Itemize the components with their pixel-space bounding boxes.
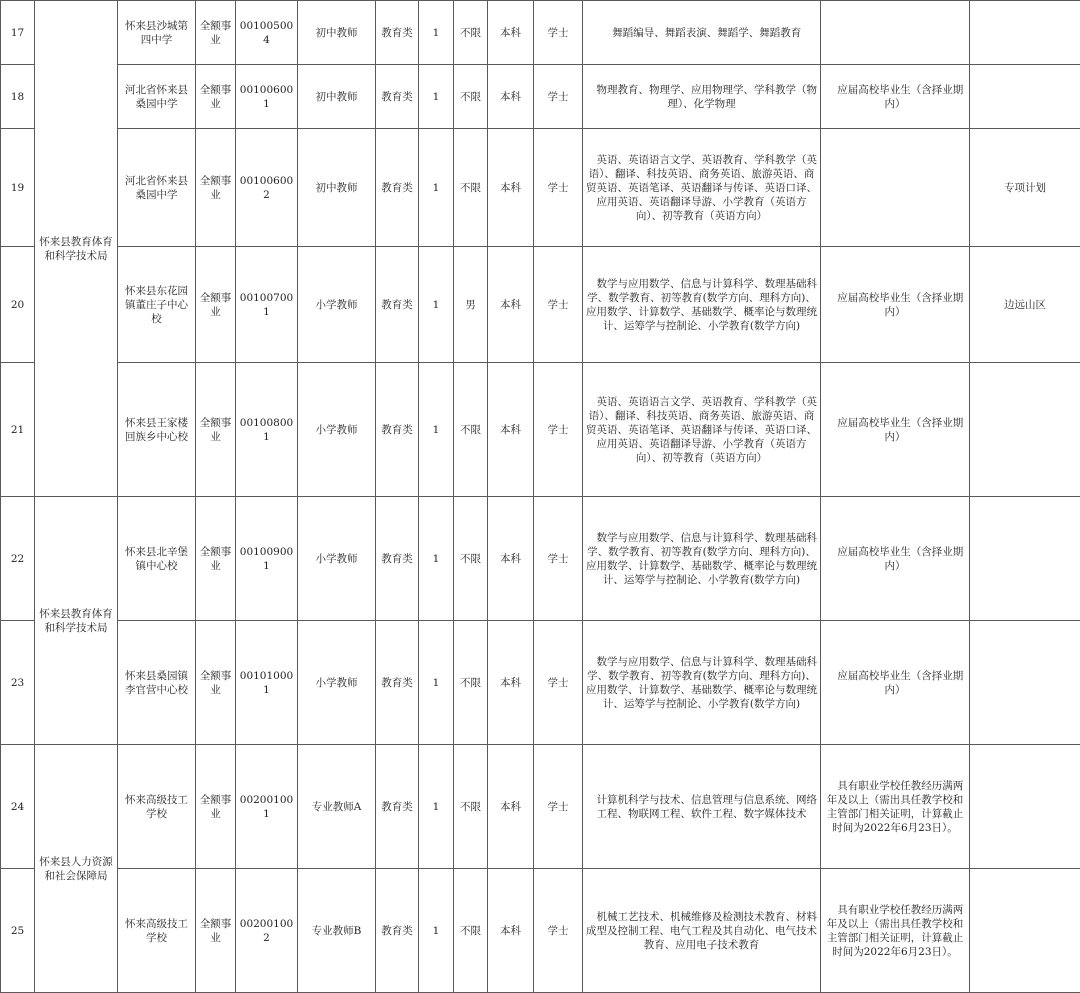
- nature-cell: 全额事业: [196, 745, 236, 869]
- code-cell: 001007001: [236, 247, 298, 363]
- condition-cell: [821, 497, 970, 621]
- major-cell: [583, 745, 821, 869]
- school-cell: 怀来县东花园镇董庄子中心校: [118, 247, 196, 363]
- category-cell: 教育类: [376, 247, 419, 363]
- code-cell: 002001001: [236, 745, 298, 869]
- school-cell: 河北省怀来县桑园中学: [118, 129, 196, 247]
- condition-cell: [821, 745, 970, 869]
- table-row: [1, 621, 1080, 745]
- major-text: 数学与应用数学、信息与计算科学、数理基础科学、数学教育、初等教育(数学方向、理科方向)、应用数学、计算数学、基础数学、概率论与数理统计、运筹学与控制论、小学教育(数学方向): [585, 655, 818, 711]
- code-cell: 001006001: [236, 65, 298, 129]
- category-cell: 教育类: [376, 497, 419, 621]
- degree-cell: 学士: [534, 869, 583, 993]
- education-cell: 本科: [488, 65, 534, 129]
- school-cell: 怀来县王家楼回族乡中心校: [118, 363, 196, 497]
- nature-cell: 全额事业: [196, 1, 236, 65]
- row-number: 20: [1, 247, 35, 363]
- condition-cell: [821, 363, 970, 497]
- post-cell: 专业教师B: [298, 869, 376, 993]
- condition-cell: [821, 129, 970, 247]
- table-row: [1, 363, 1080, 497]
- education-cell: 本科: [488, 129, 534, 247]
- major-cell: [583, 65, 821, 129]
- remark-cell: [970, 745, 1080, 869]
- gender-cell: 不限: [454, 621, 488, 745]
- school-cell: 怀来县北辛堡镇中心校: [118, 497, 196, 621]
- major-text: 机械工艺技术、机械维修及检测技术教育、材料成型及控制工程、电气工程及其自动化、电气技术教育、应用电子技术教育: [585, 910, 818, 952]
- condition-cell: [821, 1, 970, 65]
- count-cell: 1: [419, 65, 454, 129]
- code-cell: 001010001: [236, 621, 298, 745]
- nature-cell: 全额事业: [196, 129, 236, 247]
- major-cell: [583, 869, 821, 993]
- post-cell: 小学教师: [298, 363, 376, 497]
- row-number: 19: [1, 129, 35, 247]
- count-cell: 1: [419, 621, 454, 745]
- major-text: 数学与应用数学、信息与计算科学、数理基础科学、数学教育、初等教育(数学方向、理科方向)、应用数学、计算数学、基础数学、概率论与数理统计、运筹学与控制论、小学教育(数学方向): [585, 277, 818, 333]
- major-cell: [583, 497, 821, 621]
- major-text: 英语、英语语言文学、英语教育、学科教学（英语）、翻译、科技英语、商务英语、旅游英语、商贸英语、英语笔译、英语翻译与传译、英语口译、应用英语、英语翻译导游、小学教育（英语方向）、初等教育（英语方向）: [585, 395, 818, 465]
- school-cell: 河北省怀来县桑园中学: [118, 65, 196, 129]
- code-cell: 001006002: [236, 129, 298, 247]
- nature-cell: 全额事业: [196, 621, 236, 745]
- count-cell: 1: [419, 129, 454, 247]
- degree-cell: 学士: [534, 129, 583, 247]
- category-cell: 教育类: [376, 621, 419, 745]
- condition-text: 应届高校毕业生（含择业期内）: [823, 669, 967, 697]
- condition-text: 应届高校毕业生（含择业期内）: [823, 291, 967, 319]
- condition-cell: [821, 869, 970, 993]
- count-cell: 1: [419, 363, 454, 497]
- table-row: [1, 129, 1080, 247]
- table-row: [1, 869, 1080, 993]
- department-cell: 怀来县教育体育和科学技术局: [35, 1, 118, 497]
- row-number: 22: [1, 497, 35, 621]
- count-cell: 1: [419, 869, 454, 993]
- school-cell: 怀来高级技工学校: [118, 745, 196, 869]
- remark-cell: [970, 869, 1080, 993]
- post-cell: 初中教师: [298, 1, 376, 65]
- code-cell: 001005004: [236, 1, 298, 65]
- table-row: [1, 65, 1080, 129]
- code-cell: 001008001: [236, 363, 298, 497]
- remark-cell: [970, 621, 1080, 745]
- education-cell: 本科: [488, 1, 534, 65]
- gender-cell: 不限: [454, 65, 488, 129]
- remark-cell: [970, 363, 1080, 497]
- remark-cell: 专项计划: [970, 129, 1080, 247]
- major-cell: [583, 1, 821, 65]
- gender-cell: 不限: [454, 363, 488, 497]
- school-cell: 怀来高级技工学校: [118, 869, 196, 993]
- row-number: 25: [1, 869, 35, 993]
- category-cell: 教育类: [376, 869, 419, 993]
- major-text: 物理教育、物理学、应用物理学、学科教学（物理）、化学物理: [585, 83, 818, 111]
- major-cell: [583, 247, 821, 363]
- nature-cell: 全额事业: [196, 869, 236, 993]
- education-cell: 本科: [488, 247, 534, 363]
- degree-cell: 学士: [534, 497, 583, 621]
- row-number: 17: [1, 1, 35, 65]
- gender-cell: 不限: [454, 869, 488, 993]
- department-cell: 怀来县人力资源和社会保障局: [35, 745, 118, 993]
- major-cell: [583, 621, 821, 745]
- major-text: 舞蹈编导、舞蹈表演、舞蹈学、舞蹈教育: [585, 26, 818, 40]
- school-cell: 怀来县桑园镇李官营中心校: [118, 621, 196, 745]
- degree-cell: 学士: [534, 363, 583, 497]
- count-cell: 1: [419, 497, 454, 621]
- condition-text: 具有职业学校任教经历满两年及以上（需出具任教学校和主管部门相关证明，计算截止时间为2022年6月23日）。: [823, 903, 967, 959]
- condition-text: 应届高校毕业生（含择业期内）: [823, 545, 967, 573]
- condition-text: 应届高校毕业生（含择业期内）: [823, 416, 967, 444]
- major-text: 数学与应用数学、信息与计算科学、数理基础科学、数学教育、初等教育(数学方向、理科方向)、应用数学、计算数学、基础数学、概率论与数理统计、运筹学与控制论、小学教育(数学方向): [585, 531, 818, 587]
- nature-cell: 全额事业: [196, 497, 236, 621]
- category-cell: 教育类: [376, 1, 419, 65]
- post-cell: 小学教师: [298, 247, 376, 363]
- education-cell: 本科: [488, 363, 534, 497]
- category-cell: 教育类: [376, 745, 419, 869]
- remark-cell: [970, 1, 1080, 65]
- row-number: 23: [1, 621, 35, 745]
- education-cell: 本科: [488, 621, 534, 745]
- table-row: [1, 745, 1080, 869]
- education-cell: 本科: [488, 869, 534, 993]
- major-cell: [583, 129, 821, 247]
- nature-cell: 全额事业: [196, 65, 236, 129]
- condition-text: 具有职业学校任教经历满两年及以上（需出具任教学校和主管部门相关证明，计算截止时间为2022年6月23日）。: [823, 779, 967, 835]
- gender-cell: 不限: [454, 745, 488, 869]
- post-cell: 初中教师: [298, 129, 376, 247]
- remark-cell: [970, 497, 1080, 621]
- degree-cell: 学士: [534, 1, 583, 65]
- row-number: 24: [1, 745, 35, 869]
- degree-cell: 学士: [534, 745, 583, 869]
- condition-text: 应届高校毕业生（含择业期内）: [823, 83, 967, 111]
- post-cell: 专业教师A: [298, 745, 376, 869]
- education-cell: 本科: [488, 497, 534, 621]
- nature-cell: 全额事业: [196, 247, 236, 363]
- major-text: 英语、英语语言文学、英语教育、学科教学（英语）、翻译、科技英语、商务英语、旅游英语、商贸英语、英语笔译、英语翻译与传译、英语口译、应用英语、英语翻译导游、小学教育（英语方向）、初等教育（英语方向）: [585, 153, 818, 223]
- school-cell: 怀来县沙城第四中学: [118, 1, 196, 65]
- category-cell: 教育类: [376, 129, 419, 247]
- degree-cell: 学士: [534, 247, 583, 363]
- post-cell: 小学教师: [298, 621, 376, 745]
- condition-cell: [821, 247, 970, 363]
- code-cell: 002001002: [236, 869, 298, 993]
- major-cell: [583, 363, 821, 497]
- count-cell: 1: [419, 1, 454, 65]
- major-text: 计算机科学与技术、信息管理与信息系统、网络工程、物联网工程、软件工程、数字媒体技术: [585, 793, 818, 821]
- gender-cell: 不限: [454, 497, 488, 621]
- nature-cell: 全额事业: [196, 363, 236, 497]
- row-number: 21: [1, 363, 35, 497]
- condition-cell: [821, 621, 970, 745]
- category-cell: 教育类: [376, 65, 419, 129]
- count-cell: 1: [419, 745, 454, 869]
- department-cell: 怀来县教育体育和科学技术局: [35, 497, 118, 745]
- degree-cell: 学士: [534, 621, 583, 745]
- degree-cell: 学士: [534, 65, 583, 129]
- education-cell: 本科: [488, 745, 534, 869]
- condition-cell: [821, 65, 970, 129]
- gender-cell: 不限: [454, 129, 488, 247]
- gender-cell: 男: [454, 247, 488, 363]
- post-cell: 小学教师: [298, 497, 376, 621]
- gender-cell: 不限: [454, 1, 488, 65]
- row-number: 18: [1, 65, 35, 129]
- remark-cell: 边远山区: [970, 247, 1080, 363]
- table-row: [1, 1, 1080, 65]
- table-row: [1, 497, 1080, 621]
- remark-cell: [970, 65, 1080, 129]
- post-cell: 初中教师: [298, 65, 376, 129]
- count-cell: 1: [419, 247, 454, 363]
- code-cell: 001009001: [236, 497, 298, 621]
- table-row: [1, 247, 1080, 363]
- category-cell: 教育类: [376, 363, 419, 497]
